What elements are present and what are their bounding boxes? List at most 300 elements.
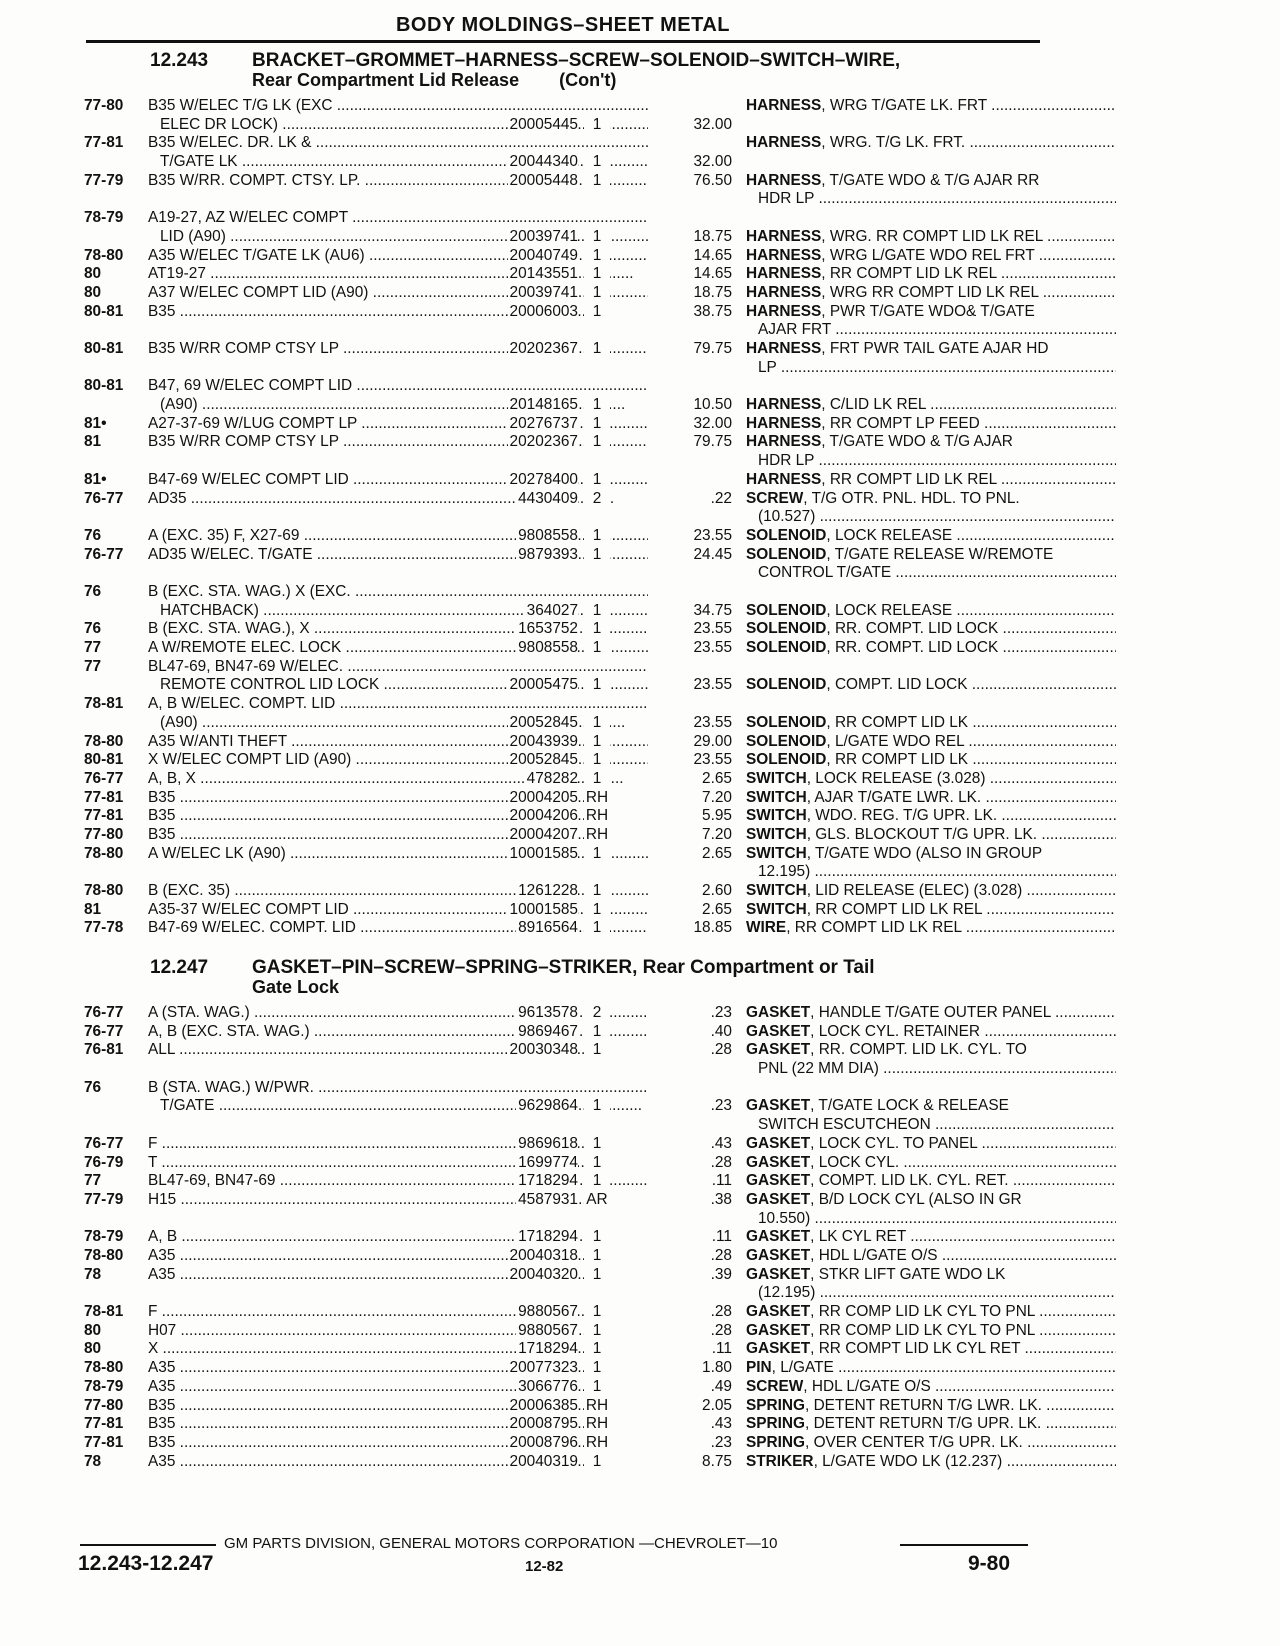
part-name-text: SWITCH ESCUTCHEON ..... (758, 1116, 1116, 1133)
part-name-keyword: GASKET (746, 1097, 811, 1115)
quantity: 1 (584, 303, 610, 322)
year-range: 76 (84, 583, 102, 601)
part-name-text: , DETENT RETURN T/G LWR. LK. ..... (805, 1397, 1116, 1414)
table-row (84, 583, 1044, 620)
part-name-cell (746, 1041, 1116, 1078)
quantity: RH (585, 1396, 609, 1414)
part-name-line (746, 1116, 1116, 1135)
table-row (84, 527, 1044, 546)
part-number: 478282 (526, 769, 578, 787)
price: .28 (710, 1303, 732, 1321)
price: 23.55 (693, 639, 732, 657)
part-name-keyword: SOLENOID (746, 526, 827, 544)
quantity: 1 (584, 1154, 610, 1173)
description-text: A27-37-69 W/LUG COMPT LP ..... (148, 415, 648, 432)
table-row (84, 826, 1044, 845)
part-number: 20039741 (509, 227, 578, 245)
table-row (84, 1247, 1044, 1266)
description-line (148, 1004, 648, 1023)
description-cell (148, 265, 648, 284)
part-name-line (746, 190, 1116, 209)
price: .23 (710, 1097, 732, 1115)
part-name-cell (746, 1303, 1116, 1322)
price: .23 (710, 1433, 732, 1451)
description-line (148, 1378, 648, 1397)
description-text: A (EXC. 35) F, X27-69 ..... (148, 527, 648, 544)
part-name-text: , COMPT. LID LOCK ..... (826, 676, 1116, 693)
description-line (148, 901, 648, 920)
part-name-line (746, 321, 1116, 340)
part-name-text: , STKR LIFT GATE WDO LK (810, 1265, 1006, 1283)
part-number: 9808558 (518, 639, 578, 657)
quantity: 2 (584, 1004, 610, 1023)
part-name-cell (746, 789, 1116, 808)
description-cell (148, 247, 648, 266)
description-line (148, 1340, 648, 1359)
part-name-line (746, 1303, 1116, 1322)
part-name-keyword: HARNESS (746, 97, 822, 114)
part-name-line (746, 247, 1116, 266)
part-name-text: , RR COMPT LID LK REL ..... (821, 265, 1116, 282)
part-name-line (746, 770, 1116, 789)
description-cell (148, 1397, 648, 1416)
year-range: 77-81 (84, 788, 124, 806)
year-range: 80-81 (84, 340, 124, 358)
part-name-cell (746, 228, 1116, 247)
description-text: A35 ..... (148, 1359, 603, 1376)
part-name-text: , RR COMPT LID LK REL ..... (821, 471, 1116, 488)
year-range: 77-79 (84, 171, 124, 189)
part-name-line (746, 845, 1116, 864)
part-name-cell (746, 882, 1116, 901)
description-text: A35 ..... (148, 1247, 603, 1264)
part-name-line (746, 919, 1116, 938)
part-name-text: , RR. COMPT. LID LOCK ..... (826, 620, 1116, 637)
part-name-cell (746, 433, 1116, 470)
part-name-keyword: SWITCH (746, 882, 807, 900)
price: 23.55 (693, 751, 732, 769)
part-name-line (746, 1453, 1116, 1472)
part-name-text: , LOCK RELEASE ..... (826, 527, 1116, 544)
price: 2.65 (702, 900, 732, 918)
price: 5.95 (702, 807, 732, 825)
description-cell (148, 284, 648, 303)
part-name-keyword: STRIKER (746, 1452, 814, 1470)
part-name-cell (746, 733, 1116, 752)
quantity: 1 (584, 116, 610, 135)
price: 23.55 (693, 526, 732, 544)
table-row (84, 845, 1044, 882)
part-name-line (746, 1247, 1116, 1266)
table-row (84, 1397, 1044, 1416)
part-name-cell (746, 1247, 1116, 1266)
description-line (148, 1079, 648, 1098)
description-cell (148, 209, 648, 246)
part-name-text: , L/GATE WDO LK (12.237) ..... (814, 1453, 1116, 1470)
part-name-keyword: PIN (746, 1359, 772, 1377)
part-name-text: , RR. COMPT. LID LOCK ..... (826, 639, 1116, 656)
section-continued: (Con't) (559, 70, 617, 90)
year-range: 80-81 (84, 751, 124, 769)
quantity: 1 (584, 714, 610, 733)
description-line (148, 1172, 648, 1191)
part-name-line (746, 714, 1116, 733)
part-name-line (746, 826, 1116, 845)
description-cell (148, 1322, 648, 1341)
header-rule (86, 40, 1040, 43)
part-number: 1718294 (518, 1172, 578, 1190)
table-row (84, 770, 1044, 789)
part-name-line (746, 97, 1116, 116)
part-name-cell (746, 340, 1116, 377)
part-name-line (746, 1340, 1116, 1359)
part-number: 20052845 (509, 751, 578, 769)
part-name-keyword: GASKET (746, 1303, 811, 1321)
description-cell (148, 751, 648, 770)
part-name-line (746, 1359, 1116, 1378)
part-number: 9629864 (518, 1097, 578, 1115)
year-range: 78-80 (84, 1359, 124, 1377)
part-name-keyword: SWITCH (746, 807, 807, 825)
description-text: A35 ..... (148, 1453, 603, 1470)
description-text: F ..... (148, 1135, 585, 1152)
part-name-keyword: SCREW (746, 489, 804, 507)
description-cell (148, 134, 648, 171)
part-name-cell (746, 1228, 1116, 1247)
part-name-cell (746, 396, 1116, 415)
year-range: 77-78 (84, 919, 124, 937)
part-name-line (746, 882, 1116, 901)
year-range: 80-81 (84, 377, 124, 395)
description-line (148, 527, 648, 546)
description-text: AD35 W/ELEC. T/GATE ..... (148, 546, 648, 563)
part-number: 9880567 (518, 1303, 578, 1321)
quantity: 1 (584, 340, 610, 359)
part-number: 1699774 (518, 1153, 578, 1171)
quantity: 1 (584, 284, 610, 303)
part-name-text: , LOCK CYL. TO PANEL ..... (810, 1135, 1116, 1152)
part-name-text: , RR COMPT LP FEED ..... (821, 415, 1116, 432)
part-number: 20005448 (509, 171, 578, 189)
description-cell (148, 583, 648, 620)
price: 2.65 (702, 844, 732, 862)
part-name-line (746, 789, 1116, 808)
description-text: B47-69 W/ELEC. COMPT. LID ..... (148, 919, 648, 936)
year-range: 80-81 (84, 302, 124, 320)
part-name-line (746, 564, 1116, 583)
part-name-keyword: GASKET (746, 1004, 811, 1021)
description-line (148, 1434, 648, 1453)
quantity: 2 (584, 490, 610, 509)
description-line (148, 1322, 648, 1341)
part-name-cell (746, 845, 1116, 882)
description-line (148, 1359, 648, 1378)
parts-list (84, 1004, 1051, 1471)
part-name-line (746, 490, 1116, 509)
description-cell (148, 1154, 648, 1173)
part-number: 20040749 (509, 246, 578, 264)
year-range: 78-80 (84, 844, 124, 862)
description-line (148, 1135, 648, 1154)
part-name-keyword: SPRING (746, 1415, 806, 1433)
part-name-cell (746, 1097, 1116, 1134)
part-name-line (746, 527, 1116, 546)
description-cell (148, 377, 648, 414)
part-name-keyword: GASKET (746, 1022, 811, 1040)
part-number: 20006385 (509, 1396, 578, 1414)
part-number: 20044340 (509, 153, 578, 171)
description-text: REMOTE CONTROL LID LOCK ..... (160, 676, 648, 693)
part-name-line (746, 1004, 1116, 1023)
description-line (148, 209, 648, 228)
part-name-text: , RR COMPT LID LK REL ..... (786, 919, 1116, 936)
part-name-cell (746, 1154, 1116, 1173)
description-cell (148, 1191, 648, 1210)
year-range: 78-81 (84, 1303, 124, 1321)
quantity: 1 (584, 770, 610, 789)
part-name-line (746, 863, 1116, 882)
year-range: 78 (84, 1452, 102, 1470)
price: .28 (710, 1321, 732, 1339)
description-cell (148, 639, 648, 658)
year-range: 78-80 (84, 1247, 124, 1264)
table-row (84, 1453, 1044, 1472)
description-cell (148, 1004, 648, 1023)
year-range: 78-81 (84, 695, 124, 713)
section-heading (150, 50, 1050, 90)
table-row (84, 1415, 1044, 1434)
description-text: B35 W/RR COMP CTSY LP ..... (148, 340, 648, 357)
table-row (84, 471, 1044, 490)
part-name-text: , RR COMPT LID LK ..... (826, 714, 1116, 731)
price: 2.60 (702, 882, 732, 900)
description-text: X ..... (148, 1340, 586, 1357)
quantity: 1 (584, 845, 610, 864)
part-name-text: , COMPT. LID LK. CYL. RET. ..... (810, 1172, 1116, 1189)
quantity: 1 (584, 247, 610, 266)
year-range: 76-77 (84, 769, 124, 787)
part-name-line (746, 172, 1116, 191)
part-name-text: , T/GATE WDO (ALSO IN GROUP (806, 844, 1043, 862)
table-row (84, 247, 1044, 266)
quantity: 1 (584, 882, 610, 901)
year-range: 81 (84, 433, 102, 451)
description-cell (148, 1266, 648, 1285)
year-range: 76 (84, 526, 102, 544)
part-name-keyword: HARNESS (746, 302, 822, 320)
price: 38.75 (693, 302, 732, 320)
description-line (148, 97, 648, 116)
description-line (148, 639, 648, 658)
part-name-cell (746, 303, 1116, 340)
description-line (148, 1041, 648, 1060)
part-number: 4587931 (518, 1190, 578, 1208)
part-number: 20052845 (509, 713, 578, 731)
part-name-line (746, 1322, 1116, 1341)
table-row (84, 639, 1044, 658)
part-name-text: , T/G OTR. PNL. HDL. TO PNL. (803, 489, 1020, 507)
description-cell (148, 471, 648, 490)
table-row (84, 1172, 1044, 1191)
part-name-text: , HANDLE T/GATE OUTER PANEL ..... (810, 1004, 1116, 1021)
price: 23.55 (693, 713, 732, 731)
description-cell (148, 1415, 648, 1434)
price: 23.55 (693, 676, 732, 694)
description-line (148, 1228, 648, 1247)
part-number: 20148165 (509, 396, 578, 414)
part-name-text: , LID RELEASE (ELEC) (3.028) ..... (807, 882, 1116, 899)
part-name-keyword: GASKET (746, 1172, 811, 1190)
part-name-cell (746, 490, 1116, 527)
page-title: BODY MOLDINGS–SHEET METAL (395, 14, 730, 36)
part-name-text: , RR COMPT LID LK ..... (826, 751, 1116, 768)
part-name-text: , LOCK RELEASE ..... (826, 602, 1116, 619)
description-cell (148, 303, 648, 322)
quantity: 1 (584, 602, 610, 621)
description-line (148, 265, 648, 284)
description-cell (148, 919, 648, 938)
table-row (84, 265, 1044, 284)
part-name-text: , RR COMP LID LK CYL TO PNL ..... (810, 1303, 1116, 1320)
description-text: H15 ..... (148, 1191, 604, 1208)
part-name-line (746, 602, 1116, 621)
part-name-keyword: HARNESS (746, 396, 822, 414)
description-text: A, B W/ELEC. COMPT. LID ..... (148, 695, 648, 712)
part-name-keyword: HARNESS (746, 340, 822, 358)
description-line (148, 845, 648, 864)
part-number: 20008795 (509, 1415, 578, 1433)
part-name-text: , RR COMP LID LK CYL TO PNL ..... (810, 1322, 1116, 1339)
price: 79.75 (693, 433, 732, 451)
part-name-keyword: HARNESS (746, 227, 822, 245)
part-number: 20278400 (509, 470, 578, 488)
part-name-text: , T/GATE WDO & T/G AJAR RR (821, 171, 1040, 189)
part-name-cell (746, 1004, 1116, 1023)
part-name-keyword: SWITCH (746, 844, 807, 862)
table-row (84, 1322, 1044, 1341)
part-name-line (746, 620, 1116, 639)
description-text: A35 ..... (148, 1266, 603, 1283)
description-text: BL47-69, BN47-69 W/ELEC. ..... (148, 658, 648, 675)
description-cell (148, 97, 648, 134)
price: 7.20 (702, 788, 732, 806)
part-name-keyword: GASKET (746, 1340, 811, 1358)
description-line (148, 1247, 648, 1266)
description-line (148, 1097, 648, 1116)
price: .43 (710, 1134, 732, 1152)
description-text: B35 ..... (148, 789, 603, 806)
part-name-line (746, 1210, 1116, 1229)
part-name-keyword: SOLENOID (746, 601, 827, 619)
description-text: LID (A90) ..... (160, 228, 648, 245)
year-range: 77 (84, 657, 102, 675)
part-name-cell (746, 1359, 1116, 1378)
description-line (148, 134, 648, 153)
year-range: 76-77 (84, 489, 124, 507)
part-name-line (746, 1097, 1116, 1116)
part-name-keyword: SOLENOID (746, 545, 827, 563)
table-row (84, 658, 1044, 695)
part-name-text: , LOCK CYL. ..... (810, 1154, 1116, 1171)
part-name-text: , WRG. T/G LK. FRT. ..... (821, 134, 1116, 151)
part-name-text: , L/GATE ..... (772, 1359, 1116, 1376)
quantity: 1 (584, 433, 610, 452)
description-cell (148, 1378, 648, 1397)
part-name-line (746, 807, 1116, 826)
part-name-cell (746, 471, 1116, 490)
part-name-line (746, 433, 1116, 452)
description-line (148, 751, 648, 770)
year-range: 76 (84, 620, 102, 638)
part-name-line (746, 1397, 1116, 1416)
table-row (84, 1434, 1044, 1453)
price: .23 (710, 1004, 732, 1021)
part-name-cell (746, 415, 1116, 434)
description-text: B (EXC. STA. WAG.), X ..... (148, 620, 648, 637)
year-range: 81 (84, 900, 102, 918)
part-name-cell (746, 1397, 1116, 1416)
part-number: 9869618 (518, 1134, 578, 1152)
description-text: HATCHBACK) ..... (160, 602, 648, 619)
description-line (148, 770, 648, 789)
part-name-line (746, 452, 1116, 471)
year-range: 80 (84, 1321, 102, 1339)
part-name-keyword: HARNESS (746, 171, 822, 189)
price: 34.75 (693, 601, 732, 619)
price: 18.75 (693, 227, 732, 245)
year-range: 76-81 (84, 1041, 124, 1059)
part-number: 20202367 (509, 340, 578, 358)
price: 29.00 (693, 732, 732, 750)
part-name-text: , T/GATE RELEASE W/REMOTE (826, 545, 1054, 563)
part-number: 20077323 (509, 1359, 578, 1377)
quantity: 1 (584, 1023, 610, 1042)
description-text: X W/ELEC COMPT LID (A90) ..... (148, 751, 648, 768)
part-name-text: , WRG. RR COMPT LID LK REL ..... (821, 228, 1116, 245)
table-row (84, 97, 1044, 134)
year-range: 78-79 (84, 209, 124, 227)
description-line (148, 826, 648, 845)
part-name-text: PNL (22 MM DIA) ..... (758, 1060, 1116, 1077)
description-line (148, 340, 648, 359)
part-name-cell (746, 751, 1116, 770)
description-cell (148, 807, 648, 826)
table-row (84, 1023, 1044, 1042)
quantity: 1 (584, 1172, 610, 1191)
description-text: A19-27, AZ W/ELEC COMPT ..... (148, 209, 648, 226)
part-name-text: (12.195) ..... (758, 1284, 1116, 1301)
description-line (148, 433, 648, 452)
table-row (84, 1191, 1044, 1228)
description-line (148, 1453, 648, 1472)
section-subtitle: Rear Compartment Lid Release (252, 70, 520, 90)
part-name-line (746, 340, 1116, 359)
description-cell (148, 1434, 648, 1453)
part-number: 1653752 (518, 620, 578, 638)
quantity: 1 (584, 751, 610, 770)
part-name-cell (746, 1023, 1116, 1042)
description-cell (148, 770, 648, 789)
year-range: 77-81 (84, 807, 124, 825)
description-cell (148, 527, 648, 546)
year-range: 77-80 (84, 826, 124, 844)
price: 2.05 (702, 1396, 732, 1414)
description-cell (148, 415, 648, 434)
description-line (148, 415, 648, 434)
quantity: 1 (584, 172, 610, 191)
part-name-text: 12.195) ..... (758, 863, 1116, 880)
description-line (148, 1397, 648, 1416)
